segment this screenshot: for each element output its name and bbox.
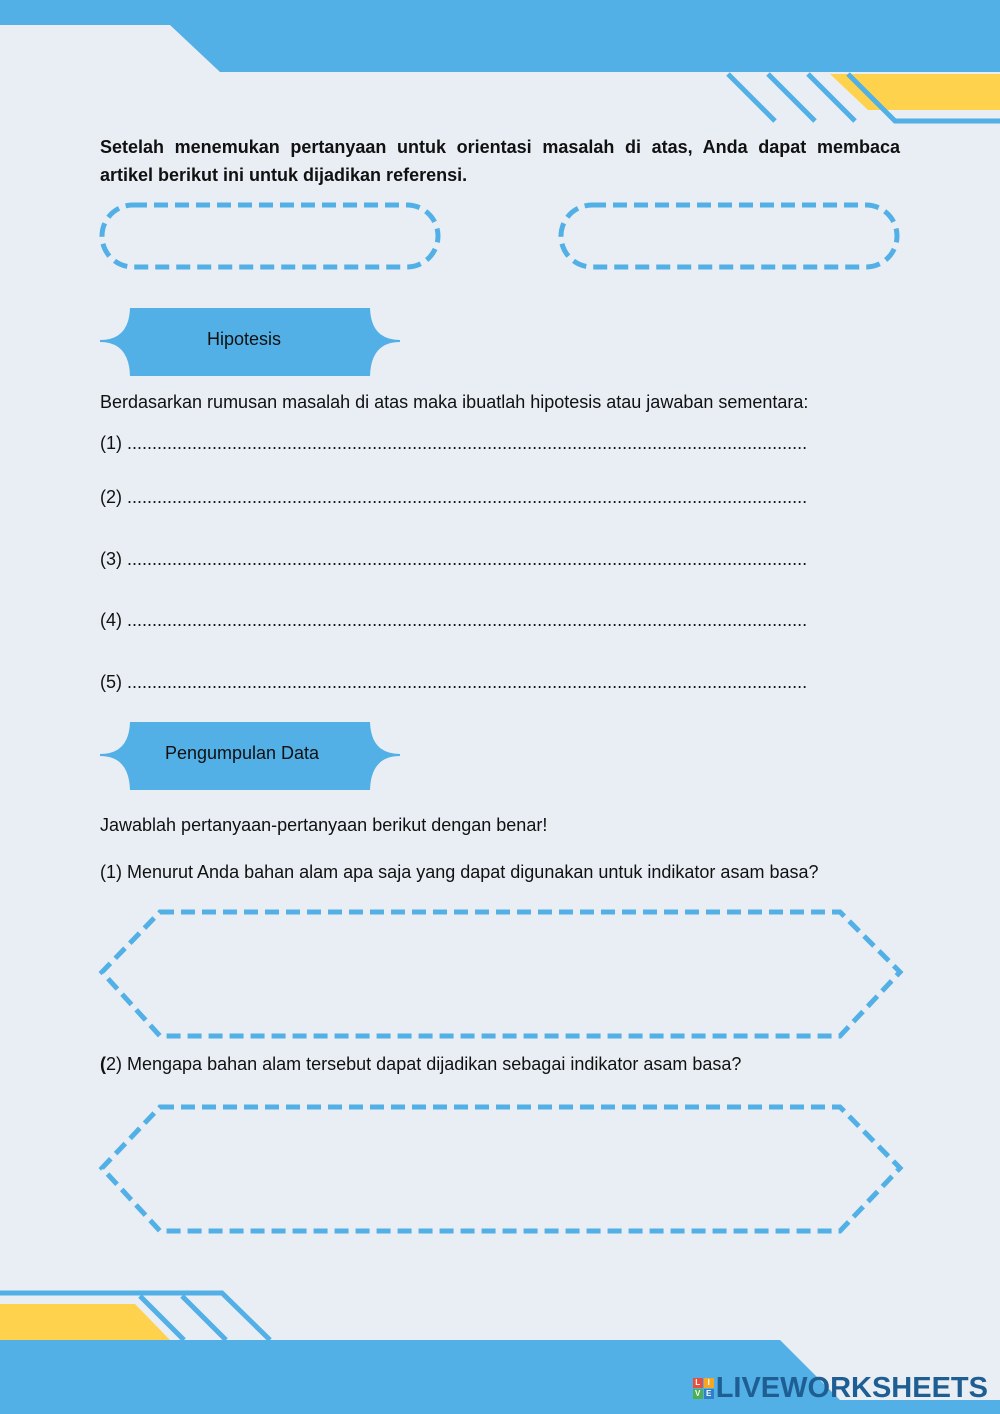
answer-oval-right <box>561 205 897 267</box>
answer-input-2[interactable] <box>108 1117 892 1221</box>
hypothesis-blank: ........................................................................................................................................ <box>127 672 808 692</box>
answer-input-1[interactable] <box>108 922 892 1026</box>
hypothesis-line-1[interactable] <box>100 433 900 454</box>
pengumpulan-instruction: Jawablah pertanyaan-pertanyaan berikut dengan benar! <box>100 815 548 835</box>
footer-yellow-stripe <box>0 1304 170 1340</box>
hypothesis-line-2[interactable] <box>100 487 900 508</box>
question-2-paren: ( <box>100 1054 106 1074</box>
liveworksheets-logo-icon <box>693 1378 714 1399</box>
hypothesis-line-3[interactable] <box>100 549 900 570</box>
question-2-text: 2) Mengapa bahan alam tersebut dapat dijadikan sebagai indikator asam basa? <box>106 1054 742 1074</box>
hypothesis-number: (5) <box>100 672 122 692</box>
answer-oval-left <box>102 205 438 267</box>
hypothesis-number: (4) <box>100 610 122 630</box>
hypothesis-blank: ........................................................................................................................................ <box>127 610 808 630</box>
logo-letter: E <box>704 1389 714 1399</box>
pengumpulan-heading: Pengumpulan Data <box>164 743 320 763</box>
question-2 <box>100 1050 900 1078</box>
hypothesis-line-4[interactable] <box>100 610 900 631</box>
logo-letter: V <box>693 1389 703 1399</box>
question-1: (1) Menurut Anda bahan alam apa saja yang dapat digunakan untuk indikator asam basa? <box>100 862 819 882</box>
hipotesis-instruction: Berdasarkan rumusan masalah di atas maka ibuatlah hipotesis atau jawaban sementara: <box>100 392 809 412</box>
hypothesis-blank: ........................................................................................................................................ <box>127 549 808 569</box>
hipotesis-heading: Hipotesis <box>206 329 282 349</box>
hypothesis-number: (2) <box>100 487 122 507</box>
intro-paragraph: Setelah menemukan pertanyaan untuk orientasi masalah di atas, Anda dapat membaca artikel berikut ini untuk dijadikan referensi. <box>100 137 900 185</box>
hypothesis-number: (3) <box>100 549 122 569</box>
liveworksheets-logo[interactable] <box>693 1372 988 1405</box>
logo-text: LIVEWORKSHEETS <box>715 1372 988 1404</box>
hypothesis-blank: ........................................................................................................................................ <box>127 433 808 453</box>
header-band <box>0 0 1000 72</box>
hypothesis-line-5[interactable] <box>100 672 900 693</box>
hypothesis-number: (1) <box>100 433 122 453</box>
hypothesis-blank: ........................................................................................................................................ <box>127 487 808 507</box>
logo-letter: I <box>704 1378 714 1388</box>
logo-letter: L <box>693 1378 703 1388</box>
